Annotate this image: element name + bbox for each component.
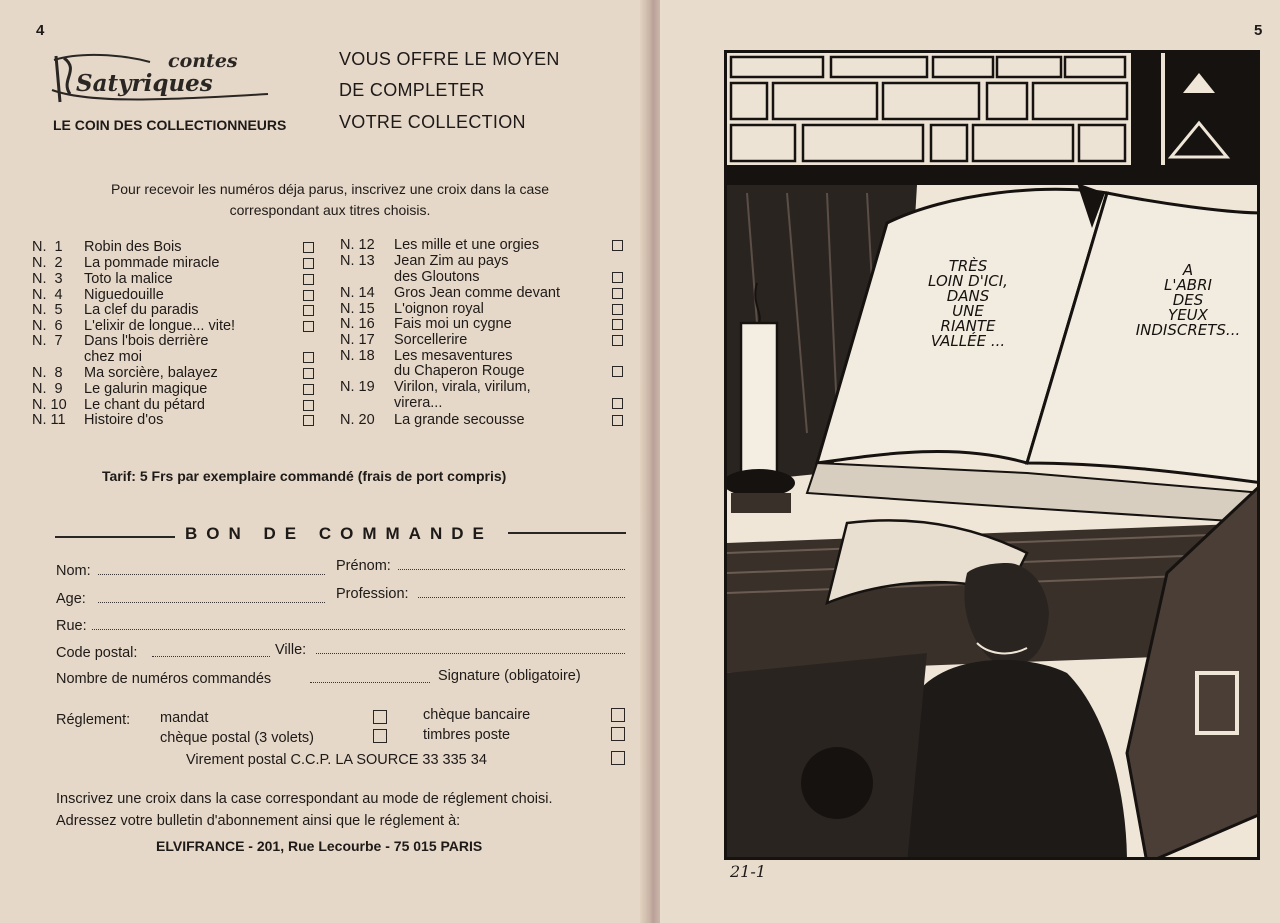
divider-line-right — [508, 532, 626, 534]
caption-left-line: RIANTE — [940, 317, 996, 335]
age-field[interactable] — [98, 601, 325, 603]
title-text: Dans l'bois derrière — [84, 333, 209, 349]
title-text: Virilon, virala, virilum, — [394, 379, 531, 395]
title-text: Les mesaventures — [394, 348, 513, 364]
headline-line-2: DE COMPLETER — [339, 80, 485, 100]
caption-right — [1113, 263, 1260, 338]
signature-label: Signature (obligatoire) — [438, 668, 581, 684]
title-num: N. 9 — [32, 381, 63, 397]
instruction-line-2: Adressez votre bulletin d'abonnement ainsi que le réglement à: — [56, 813, 461, 829]
comic-illustration — [727, 53, 1260, 860]
divider-line-left — [55, 536, 175, 538]
title-num: N. 11 — [32, 412, 66, 428]
caption-left-line: VALLÉE ... — [930, 332, 1006, 350]
nombre-field[interactable] — [310, 681, 430, 683]
title-num: N. 19 — [340, 379, 375, 395]
prenom-label: Prénom: — [336, 558, 391, 574]
title-text: L'oignon royal — [394, 301, 484, 317]
order-form-title: BON DE COMMANDE — [185, 524, 493, 543]
caption-right-line: INDISCRETS... — [1135, 321, 1241, 339]
ville-label: Ville: — [275, 642, 307, 658]
title-num: N. 5 — [32, 302, 63, 318]
checkbox-title-17[interactable] — [612, 335, 623, 346]
page-signature-mark: 21-1 — [730, 862, 766, 881]
checkbox-title-18[interactable] — [612, 366, 623, 377]
code-postal-field[interactable] — [152, 655, 270, 657]
checkbox-title-20[interactable] — [612, 415, 623, 426]
checkbox-title-4[interactable] — [303, 290, 314, 301]
title-text: Histoire d'os — [84, 412, 164, 428]
intro-line-2: correspondant aux titres choisis. — [229, 202, 431, 218]
caption-left-line: DANS — [946, 287, 990, 305]
title-text-cont: des Gloutons — [394, 269, 480, 285]
code-postal-label: Code postal: — [56, 645, 138, 661]
page-number-left: 4 — [36, 22, 45, 39]
payment-cheque-postal-label: chèque postal (3 volets) — [160, 730, 314, 746]
checkbox-title-6[interactable] — [303, 321, 314, 332]
title-text: Le galurin magique — [84, 381, 208, 397]
title-text: Robin des Bois — [84, 239, 182, 255]
title-text: Toto la malice — [84, 271, 173, 287]
reglement-label: Réglement: — [56, 712, 131, 728]
title-num: N. 18 — [340, 348, 375, 364]
title-num: N. 7 — [32, 333, 63, 349]
candle-icon — [741, 323, 777, 473]
checkbox-title-12[interactable] — [612, 240, 623, 251]
caption-right-line: L'ABRI — [1164, 276, 1212, 294]
nom-label: Nom: — [56, 563, 91, 579]
title-text: Jean Zim au pays — [394, 253, 509, 269]
comic-panel — [724, 50, 1260, 860]
payment-cheque-bancaire-label: chèque bancaire — [423, 707, 531, 723]
title-num: N. 17 — [340, 332, 375, 348]
logo-line2: Satyriques — [76, 70, 213, 97]
caption-left — [913, 259, 1023, 349]
checkbox-timbres-poste[interactable] — [611, 727, 625, 741]
publisher-address: ELVIFRANCE - 201, Rue Lecourbe - 75 015 PARIS — [156, 838, 483, 854]
ville-field[interactable] — [316, 652, 625, 654]
rue-field[interactable] — [92, 628, 625, 630]
title-text: Gros Jean comme devant — [394, 285, 561, 301]
checkbox-title-14[interactable] — [612, 288, 623, 299]
title-num: N. 12 — [340, 237, 375, 253]
title-text: Ma sorcière, balayez — [84, 365, 218, 381]
caption-left-line: LOIN D'ICI, — [928, 272, 1008, 290]
title-num: N. 8 — [32, 365, 63, 381]
age-label: Age: — [56, 591, 86, 607]
checkbox-title-9[interactable] — [303, 384, 314, 395]
checkbox-title-7[interactable] — [303, 352, 314, 363]
checkbox-title-13[interactable] — [612, 272, 623, 283]
title-num: N. 16 — [340, 316, 375, 332]
title-num: N. 1 — [32, 239, 63, 255]
caption-right-line: YEUX — [1168, 306, 1208, 324]
payment-mandat-label: mandat — [160, 710, 209, 726]
payment-timbres-label: timbres poste — [423, 727, 511, 743]
caption-right-line: A — [1182, 261, 1194, 279]
checkbox-title-16[interactable] — [612, 319, 623, 330]
title-text: La grande secousse — [394, 412, 525, 428]
checkbox-title-11[interactable] — [303, 415, 314, 426]
title-text: Niguedouille — [84, 287, 164, 303]
title-text: Le chant du pétard — [84, 397, 205, 413]
title-num: N. 15 — [340, 301, 375, 317]
tarif-text: Tarif: 5 Frs par exemplaire commandé (frais de port compris) — [102, 468, 507, 484]
title-text: Fais moi un cygne — [394, 316, 512, 332]
nom-field[interactable] — [98, 573, 325, 575]
headline-line-1: VOUS OFFRE LE MOYEN — [339, 49, 560, 69]
title-text: Les mille et une orgies — [394, 237, 540, 253]
title-text: Sorcellerire — [394, 332, 468, 348]
checkbox-virement[interactable] — [611, 751, 625, 765]
title-text-cont: chez moi — [84, 349, 143, 365]
title-num: N. 4 — [32, 287, 63, 303]
nombre-label: Nombre de numéros commandés — [56, 671, 272, 687]
title-num: N. 3 — [32, 271, 63, 287]
title-num: N. 6 — [32, 318, 63, 334]
title-text: L'elixir de longue... vite! — [84, 318, 236, 334]
title-num: N. 13 — [340, 253, 375, 269]
prenom-field[interactable] — [398, 568, 625, 570]
caption-right-line: DES — [1172, 291, 1204, 309]
instruction-line-1: Inscrivez une croix dans la case correspondant au mode de réglement choisi. — [56, 791, 553, 807]
intro-text — [40, 179, 620, 221]
checkbox-title-19[interactable] — [612, 398, 623, 409]
profession-field[interactable] — [418, 596, 625, 598]
collectors-corner-label: LE COIN DES COLLECTIONNEURS — [53, 117, 287, 133]
title-num: N. 14 — [340, 285, 375, 301]
title-text: La pommade miracle — [84, 255, 220, 271]
caption-left-line: TRÈS — [948, 257, 988, 275]
checkbox-title-2[interactable] — [303, 258, 314, 269]
checkbox-title-15[interactable] — [612, 304, 623, 315]
checkbox-title-10[interactable] — [303, 400, 314, 411]
checkbox-mandat[interactable] — [373, 710, 387, 724]
checkbox-cheque-bancaire[interactable] — [611, 708, 625, 722]
page-number-right: 5 — [1254, 22, 1263, 39]
caption-left-line: UNE — [952, 302, 984, 320]
rue-label: Rue: — [56, 618, 87, 634]
checkbox-title-1[interactable] — [303, 242, 314, 253]
title-text-cont: virera... — [394, 395, 443, 411]
title-text-cont: du Chaperon Rouge — [394, 363, 525, 379]
title-num: N. 20 — [340, 412, 375, 428]
character-robe — [893, 660, 1127, 860]
title-text: La clef du paradis — [84, 302, 199, 318]
title-num: N. 2 — [32, 255, 63, 271]
profession-label: Profession: — [336, 586, 409, 602]
headline-line-3: VOTRE COLLECTION — [339, 112, 526, 132]
title-num: N. 10 — [32, 397, 67, 413]
intro-line-1: Pour recevoir les numéros déja parus, inscrivez une croix dans la case — [110, 181, 550, 197]
contes-satyriques-logo — [50, 50, 272, 110]
checkbox-title-3[interactable] — [303, 274, 314, 285]
checkbox-title-8[interactable] — [303, 368, 314, 379]
title-row-1 — [32, 240, 63, 256]
checkbox-cheque-postal[interactable] — [373, 729, 387, 743]
payment-virement-label: Virement postal C.C.P. LA SOURCE 33 335 34 — [186, 752, 487, 768]
checkbox-title-5[interactable] — [303, 305, 314, 316]
logo-line1: contes — [168, 50, 238, 72]
